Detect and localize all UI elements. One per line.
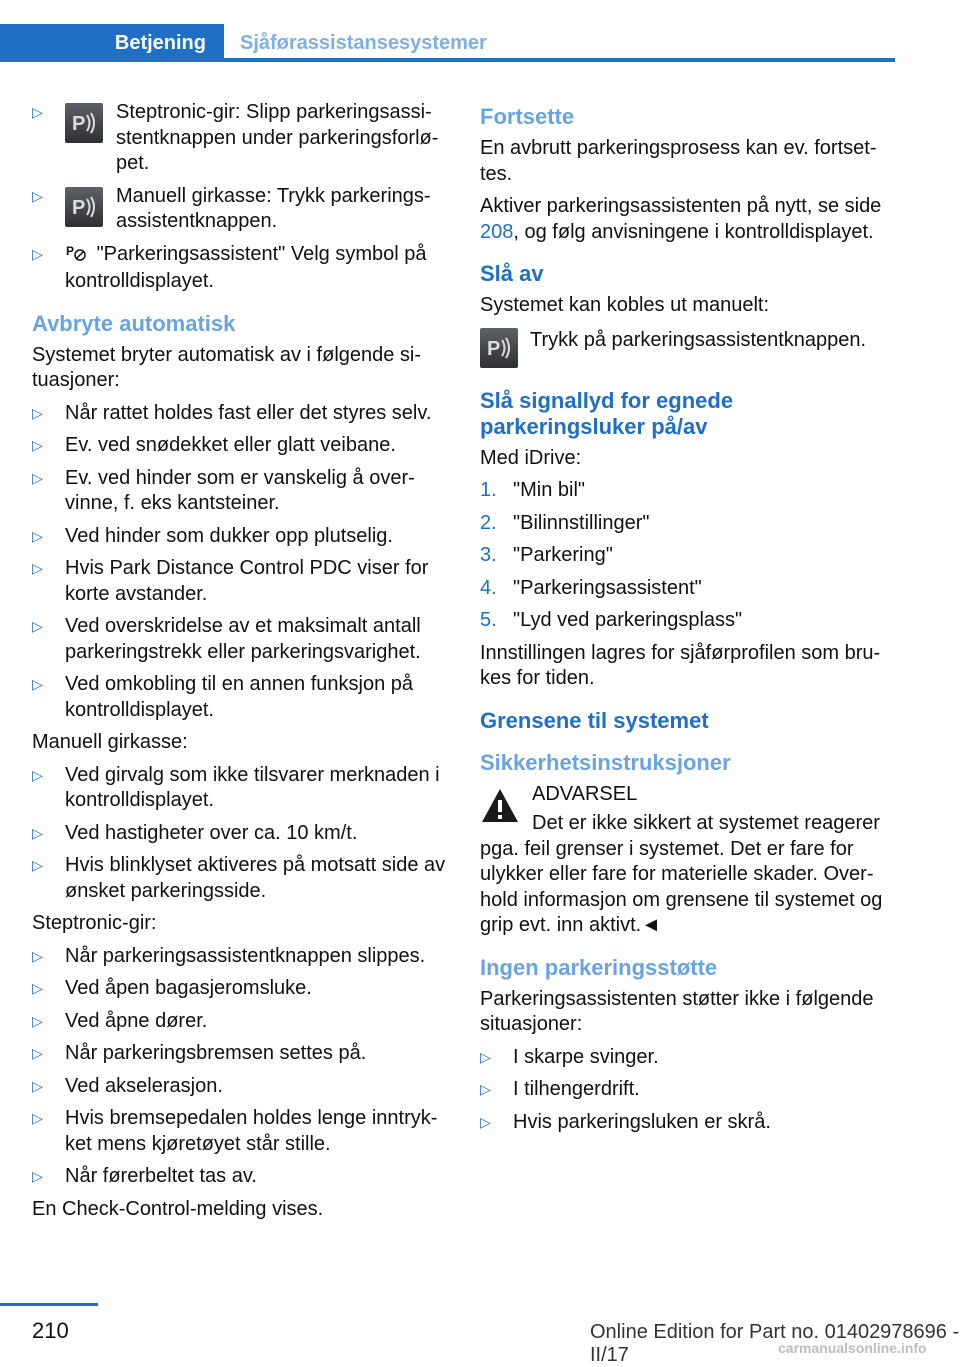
off-heading: Slå av xyxy=(480,261,544,286)
list-item xyxy=(32,1164,450,1190)
abort-list xyxy=(32,401,450,724)
list-item xyxy=(480,1110,890,1136)
signal-note: Innstillingen lagres for sjåførprofilen som brukes for tiden. xyxy=(480,641,881,689)
page-number: 210 xyxy=(32,1318,69,1343)
parking-assist-button-icon xyxy=(65,187,103,227)
header-divider xyxy=(0,58,895,62)
list-item-text: Ved åpen bagasjeromsluke. xyxy=(65,977,312,999)
abort-heading: Avbryte automatisk xyxy=(32,310,236,336)
steps-list xyxy=(32,100,450,295)
list-item-text: Ved omkobling til en annen funksjon på kontrolldisplayet. xyxy=(65,673,414,721)
bullet-triangle-icon: ▷ xyxy=(32,766,43,783)
signal-steps xyxy=(480,478,890,634)
svg-text:P: P xyxy=(66,243,75,258)
step-number: 4. xyxy=(480,576,497,599)
bullet-triangle-icon: ▷ xyxy=(32,857,43,873)
step-number: 3. xyxy=(480,544,497,566)
bullet-triangle-icon: ▷ xyxy=(32,1045,43,1061)
section-tab-assistance[interactable]: Sjåførassistansesystemer xyxy=(240,32,487,54)
manual-list xyxy=(32,763,450,905)
bullet-triangle-icon: ▷ xyxy=(32,187,43,204)
limits-heading: Grensene til systemet xyxy=(480,707,709,733)
list-item-text: Ved girvalg som ikke tilsvarer merknaden i kontrolldisplayet. xyxy=(65,763,440,811)
signal-heading: Slå signallyd for egnede parkeringsluker på/av xyxy=(480,387,734,439)
list-item-text: I skarpe svinger. xyxy=(513,1045,659,1068)
list-item xyxy=(32,1106,450,1157)
list-item-text: Hvis bremsepedalen holdes lenge inntrykket mens kjøretøyet står stille. xyxy=(65,1107,438,1155)
svg-text:P: P xyxy=(72,113,86,135)
bullet-triangle-icon: ▷ xyxy=(32,618,43,634)
signal-intro: Med iDrive: xyxy=(480,446,582,469)
online-edition-note: Online Edition for Part no. 01402978696 - II/17 xyxy=(590,1321,960,1366)
safety-heading: Sikkerhetsinstruksjoner xyxy=(480,749,731,775)
menu-path-text: "Min bil" xyxy=(513,479,585,501)
parking-assist-button-icon xyxy=(480,328,518,368)
list-item xyxy=(32,763,450,814)
list-item-text: Ved hastigheter over ca. 10 km/t. xyxy=(65,821,358,844)
list-item-text: Ved overskridelse av et maksimalt antall parkeringstrekk eller parkeringsvarighet. xyxy=(65,615,421,663)
warning-triangle-icon xyxy=(480,786,520,826)
list-item xyxy=(32,242,450,295)
list-item xyxy=(32,853,450,904)
manual-label: Manuell girkasse: xyxy=(32,731,188,753)
step-text: "Parkeringsassistent" Velg symbol på kontrolldisplayet. xyxy=(65,242,427,292)
list-item-text: Når parkeringsbremsen settes på. xyxy=(65,1042,367,1064)
bullet-triangle-icon: ▷ xyxy=(32,1012,43,1029)
parking-symbol-icon xyxy=(65,242,91,270)
list-item-text: Hvis blinklyset aktiveres på motsatt side av ønsket parkeringsside. xyxy=(65,854,446,902)
step-number: 1. xyxy=(480,479,497,501)
bullet-triangle-icon: ▷ xyxy=(32,1077,43,1094)
list-item xyxy=(32,524,450,550)
left-column xyxy=(32,100,450,1229)
bullet-triangle-icon: ▷ xyxy=(32,1168,43,1184)
list-item-text: I tilhengerdrift. xyxy=(513,1078,640,1100)
bullet-triangle-icon: ▷ xyxy=(32,947,43,964)
nosupport-heading: Ingen parkeringsstøtte xyxy=(480,954,718,980)
continue-text-2a: Aktiver parkeringsassistenten på nytt, se side xyxy=(480,195,882,217)
list-item xyxy=(32,944,450,970)
list-item xyxy=(480,1045,890,1071)
list-item xyxy=(32,401,450,427)
parking-assist-button-icon xyxy=(65,103,103,143)
abort-intro: Systemet bryter automatisk av i følgende situasjoner: xyxy=(32,343,422,391)
list-item-text: Når rattet holdes fast eller det styres selv. xyxy=(65,401,432,424)
bullet-triangle-icon: ▷ xyxy=(32,560,43,576)
page-link-208[interactable]: 208 xyxy=(480,220,514,243)
warning-title: ADVARSEL xyxy=(532,782,638,805)
bullet-triangle-icon: ▷ xyxy=(480,1113,491,1130)
continue-text-2 xyxy=(480,194,890,245)
nosupport-list xyxy=(480,1045,890,1136)
list-item-text: Ved akselerasjon. xyxy=(65,1074,223,1097)
list-item xyxy=(32,672,450,723)
steptronic-list xyxy=(32,944,450,1190)
list-item xyxy=(32,614,450,665)
list-item-text: Ev. ved snødekket eller glatt veibane. xyxy=(65,434,396,456)
bullet-triangle-icon: ▷ xyxy=(32,824,43,841)
warning-block xyxy=(480,782,890,939)
list-item xyxy=(32,184,450,235)
menu-path-text: "Bilinnstillinger" xyxy=(513,511,650,534)
svg-text:P: P xyxy=(72,196,86,219)
list-item xyxy=(480,478,890,504)
header xyxy=(0,0,895,62)
continue-heading: Fortsette xyxy=(480,104,575,129)
list-item xyxy=(480,608,890,634)
list-item xyxy=(32,433,450,459)
watermark: carmanualsonline.info xyxy=(778,1340,927,1356)
list-item-text: Hvis Park Distance Control PDC viser for korte avstander. xyxy=(65,557,429,605)
menu-path-text: "Parkering" xyxy=(513,544,613,566)
list-item-text: Ved åpne dører. xyxy=(65,1009,208,1032)
section-tab-betjening[interactable]: Betjening xyxy=(0,24,224,62)
step-text: Steptronic-gir: Slipp parkeringsassistentknappen under parkeringsforløpet. xyxy=(116,101,439,174)
list-item xyxy=(480,543,890,569)
warning-text: Det er ikke sikkert at systemet reagerer pga. feil grenser i systemet. Det er fare for ulykker eller fare for materielle skader. Overhold informasjon om grensene til systemet og grip evt. inn aktivt.◄ xyxy=(480,812,883,936)
off-instruction xyxy=(480,326,890,372)
bullet-triangle-icon: ▷ xyxy=(480,1048,491,1065)
off-text: Systemet kan kobles ut manuelt: xyxy=(480,294,770,316)
continue-text-2b: , og følg anvisningene i kontrolldisplayet. xyxy=(513,220,874,243)
off-instruction-text: Trykk på parkeringsassistentknappen. xyxy=(530,328,867,351)
list-item xyxy=(32,976,450,1002)
list-item xyxy=(32,466,450,517)
list-item-text: Ved hinder som dukker opp plutselig. xyxy=(65,524,393,547)
step-text: Manuell girkasse: Trykk parkeringsassistentknappen. xyxy=(116,184,431,232)
continue-text-1: En avbrutt parkeringsprosess kan ev. fortsettes. xyxy=(480,137,877,185)
list-item-text: Når parkeringsassistentknappen slippes. xyxy=(65,944,426,967)
list-item xyxy=(480,511,890,537)
menu-path-text: "Parkeringsassistent" xyxy=(513,576,702,599)
steptronic-label: Steptronic-gir: xyxy=(32,912,157,934)
list-item xyxy=(32,1041,450,1067)
step-number: 5. xyxy=(480,609,497,631)
step-number: 2. xyxy=(480,511,497,534)
list-item xyxy=(32,100,450,177)
bullet-triangle-icon: ▷ xyxy=(480,1081,491,1097)
list-item xyxy=(480,1077,890,1103)
list-item xyxy=(480,576,890,602)
list-item-text: Ev. ved hinder som er vanskelig å overvinne, f. eks kantsteiner. xyxy=(65,466,415,514)
list-item xyxy=(32,1009,450,1035)
bullet-triangle-icon: ▷ xyxy=(32,469,43,486)
list-item-text: Hvis parkeringsluken er skrå. xyxy=(513,1110,771,1133)
bullet-triangle-icon: ▷ xyxy=(32,404,43,421)
bullet-triangle-icon: ▷ xyxy=(32,104,43,120)
check-control-note: En Check-Control-melding vises. xyxy=(32,1197,324,1220)
list-item xyxy=(32,556,450,607)
bullet-triangle-icon: ▷ xyxy=(32,676,43,692)
svg-text:P: P xyxy=(487,337,501,360)
list-item-text: Når førerbeltet tas av. xyxy=(65,1165,257,1187)
nosupport-intro: Parkeringsassistenten støtter ikke i følgende situasjoner: xyxy=(480,987,874,1035)
bullet-triangle-icon: ▷ xyxy=(32,245,43,262)
bullet-triangle-icon: ▷ xyxy=(32,1110,43,1126)
list-item xyxy=(32,821,450,847)
bullet-triangle-icon: ▷ xyxy=(32,527,43,544)
bullet-triangle-icon: ▷ xyxy=(32,980,43,996)
footer-divider xyxy=(0,1303,98,1306)
list-item xyxy=(32,1074,450,1100)
right-column xyxy=(480,100,890,1142)
bullet-triangle-icon: ▷ xyxy=(32,437,43,453)
menu-path-text: "Lyd ved parkeringsplass" xyxy=(513,609,743,631)
